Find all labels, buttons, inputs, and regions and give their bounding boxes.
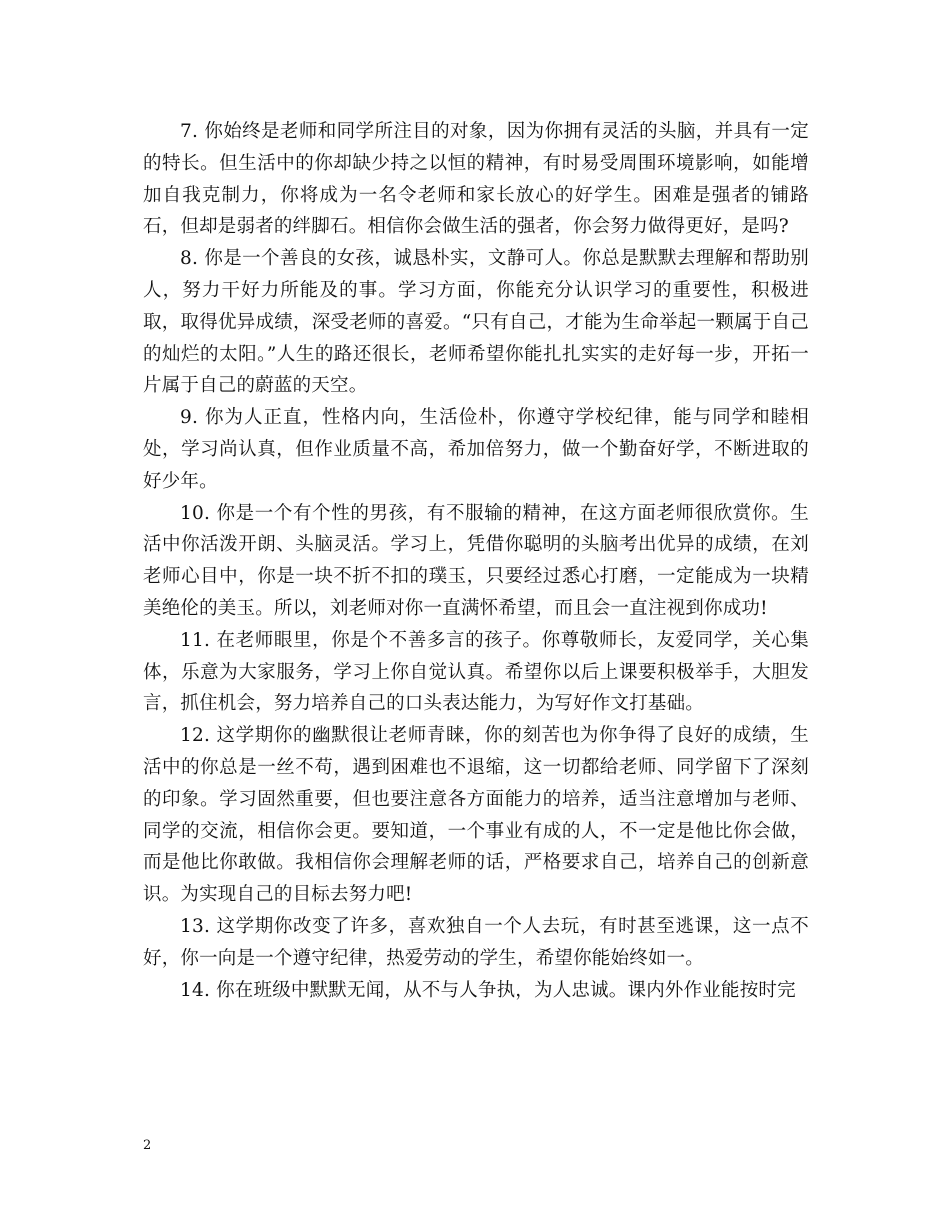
paragraph-11: 11. 在老师眼里，你是个不善多言的孩子。你尊敬师长，友爱同学，关心集体，乐意为大家服务，学习上你自觉认真。希望你以后上课要积极举手，大胆发言，抓住机会，努力培养自己的口头表达能力，为写好作文打基础。 [143,629,809,715]
paragraph-9: 9. 你为人正直，性格内向，生活俭朴，你遵守学校纪律，能与同学和睦相处，学习尚认真，但作业质量不高，希加倍努力，做一个勤奋好学，不断进取的好少年。 [143,407,809,492]
document-body [143,116,809,1006]
paragraph-12: 12. 这学期你的幽默很让老师青睐，你的刻苦也为你争得了良好的成绩，生活中的你总是一丝不苟，遇到困难也不退缩，这一切都给老师、同学留下了深刻的印象。学习固然重要，但也要注意各方面能力的培养，适当注意增加与老师、同学的交流，相信你会更。要知道，一个事业有成的人，不一定是他比你会做，而是他比你敢做。我相信你会理解老师的话，严格要求自己，培养自己的创新意识。为实现自己的目标去努力吧! [143,725,809,906]
page-number: 2 [143,1138,152,1153]
paragraph-7: 7. 你始终是老师和同学所注目的对象，因为你拥有灵活的头脑，并具有一定的特长。但生活中的你却缺少持之以恒的精神，有时易受周围环境影响，如能增加自我克制力，你将成为一名令老师和家长放心的好学生。困难是强者的铺路石，但却是弱者的绊脚石。相信你会做生活的强者，你会努力做得更好，是吗? [143,121,809,238]
paragraph-13: 13. 这学期你改变了许多，喜欢独自一个人去玩，有时甚至逃课，这一点不好，你一向是一个遵守纪律，热爱劳动的学生，希望你能始终如一。 [143,915,809,969]
paragraph-14: 14. 你在班级中默默无闻，从不与人争执，为人忠诚。课内外作业能按时完 [180,979,796,1001]
paragraph-8: 8. 你是一个善良的女孩，诚恳朴实，文静可人。你总是默默去理解和帮助别人，努力干好力所能及的事。学习方面，你能充分认识学习的重要性，积极进取，取得优异成绩，深受老师的喜爱。“只有自己，才能为生命举起一颗属于自己的灿烂的太阳。”人生的路还很长，老师希望你能扎扎实实的走好每一步，开拓一片属于自己的蔚蓝的天空。 [143,248,809,397]
paragraph-10: 10. 你是一个有个性的男孩，有不服输的精神，在这方面老师很欣赏你。生活中你活泼开朗、头脑灵活。学习上，凭借你聪明的头脑考出优异的成绩，在刘老师心目中，你是一块不折不扣的璞玉，只要经过悉心打磨，一定能成为一块精美绝伦的美玉。所以，刘老师对你一直满怀希望，而且会一直注视到你成功! [143,502,809,619]
